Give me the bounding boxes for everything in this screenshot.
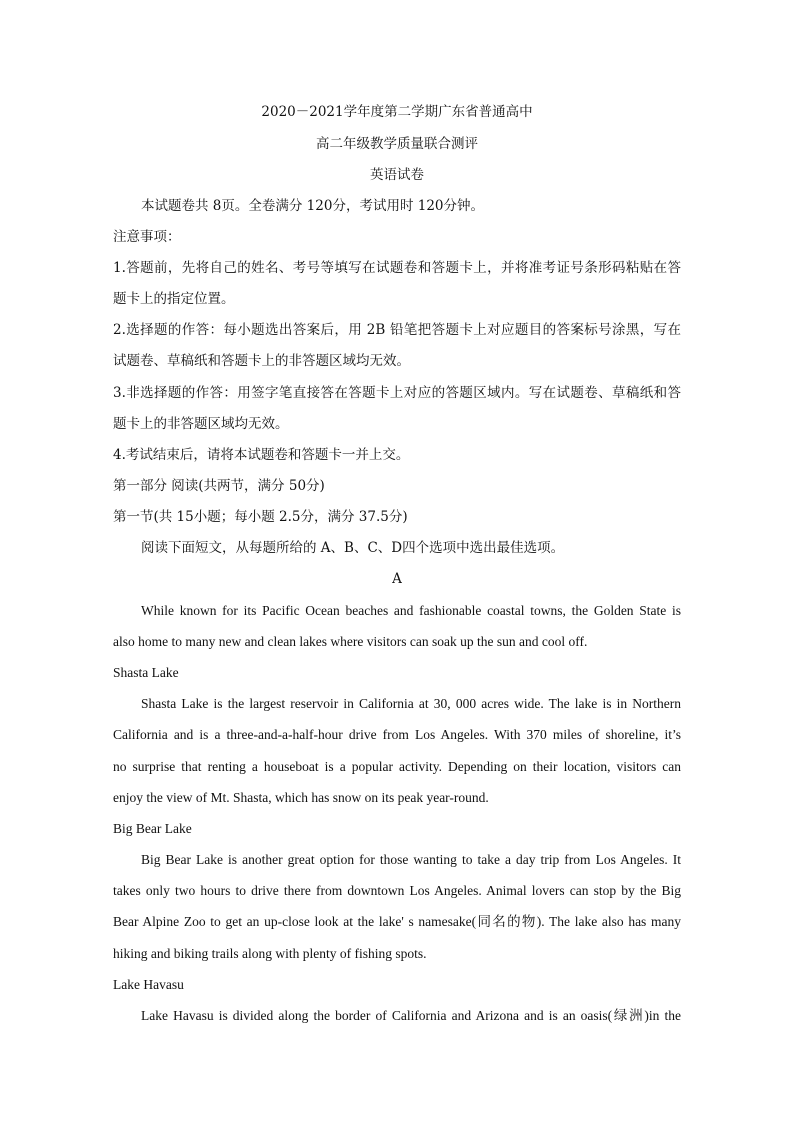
section-instruction: 阅读下面短文，从每题所给的 A、B、C、D四个选项中选出最佳选项。 <box>141 540 565 556</box>
exam-intro: 本试题卷共 8页。全卷满分 120分，考试用时 120分钟。 <box>141 198 484 214</box>
note-3-line-1: 3.非选择题的作答：用签字笔直接答在答题卡上对应的答题区域内。写在试题卷、草稿纸和答 <box>113 385 681 401</box>
passage-heading-shasta: Shasta Lake <box>113 665 179 680</box>
passage-para-2-line-4: enjoy the view of Mt. Shasta, which has snow on its peak year-round. <box>113 790 489 805</box>
note-1-line-2: 题卡上的指定位置。 <box>113 291 235 307</box>
part-1-heading: 第一部分 阅读(共两节，满分 50分) <box>113 478 325 494</box>
note-3-line-2: 题卡上的非答题区域均无效。 <box>113 416 289 432</box>
passage-para-4-line-1: Lake Havasu is divided along the border of California and Arizona and is an oasis(绿洲)in the <box>141 1008 681 1023</box>
note-1-line-1: 1.答题前，先将自己的姓名、考号等填写在试题卷和答题卡上，并将准考证号条形码粘贴在答 <box>113 260 681 276</box>
section-1-heading: 第一节(共 15小题；每小题 2.5分，满分 37.5分) <box>113 509 408 525</box>
passage-para-2-line-2: California and is a three-and-a-half-hour drive from Los Angeles. With 370 miles of shoreline, it’s <box>113 727 681 742</box>
exam-title-subject: 英语试卷 <box>370 167 424 183</box>
passage-para-1-line-1: While known for its Pacific Ocean beaches and fashionable coastal towns, the Golden State is <box>141 603 681 618</box>
exam-title-year: 2020－2021学年度第二学期广东省普通高中 <box>261 104 533 120</box>
passage-para-3-line-2: takes only two hours to drive there from downtown Los Angeles. Animal lovers can stop by the Big <box>113 883 681 898</box>
passage-heading-big-bear: Big Bear Lake <box>113 821 192 836</box>
note-4: 4.考试结束后，请将本试题卷和答题卡一并上交。 <box>113 447 410 463</box>
note-2-line-2: 试题卷、草稿纸和答题卡上的非答题区域均无效。 <box>113 353 410 369</box>
note-2-line-1: 2.选择题的作答：每小题选出答案后，用 2B 铅笔把答题卡上对应题目的答案标号涂黑，写在 <box>113 322 681 338</box>
passage-para-1-line-2: also home to many new and clean lakes where visitors can soak up the sun and cool off. <box>113 634 588 649</box>
passage-letter: A <box>392 571 402 587</box>
passage-heading-havasu: Lake Havasu <box>113 977 184 992</box>
passage-para-3-line-1: Big Bear Lake is another great option for those wanting to take a day trip from Los Angeles. It <box>141 852 681 867</box>
notes-heading: 注意事项： <box>113 229 181 245</box>
exam-title-grade: 高二年级教学质量联合测评 <box>316 136 478 152</box>
passage-para-3-line-3: Bear Alpine Zoo to get an up-close look at the lake' s namesake(同名的物). The lake also has many <box>113 914 681 929</box>
passage-para-3-line-4: hiking and biking trails along with plenty of fishing spots. <box>113 946 427 961</box>
passage-para-2-line-1: Shasta Lake is the largest reservoir in California at 30, 000 acres wide. The lake is in Northern <box>141 696 681 711</box>
passage-para-2-line-3: no surprise that renting a houseboat is a popular activity. Depending on their location, visitors can <box>113 759 681 774</box>
